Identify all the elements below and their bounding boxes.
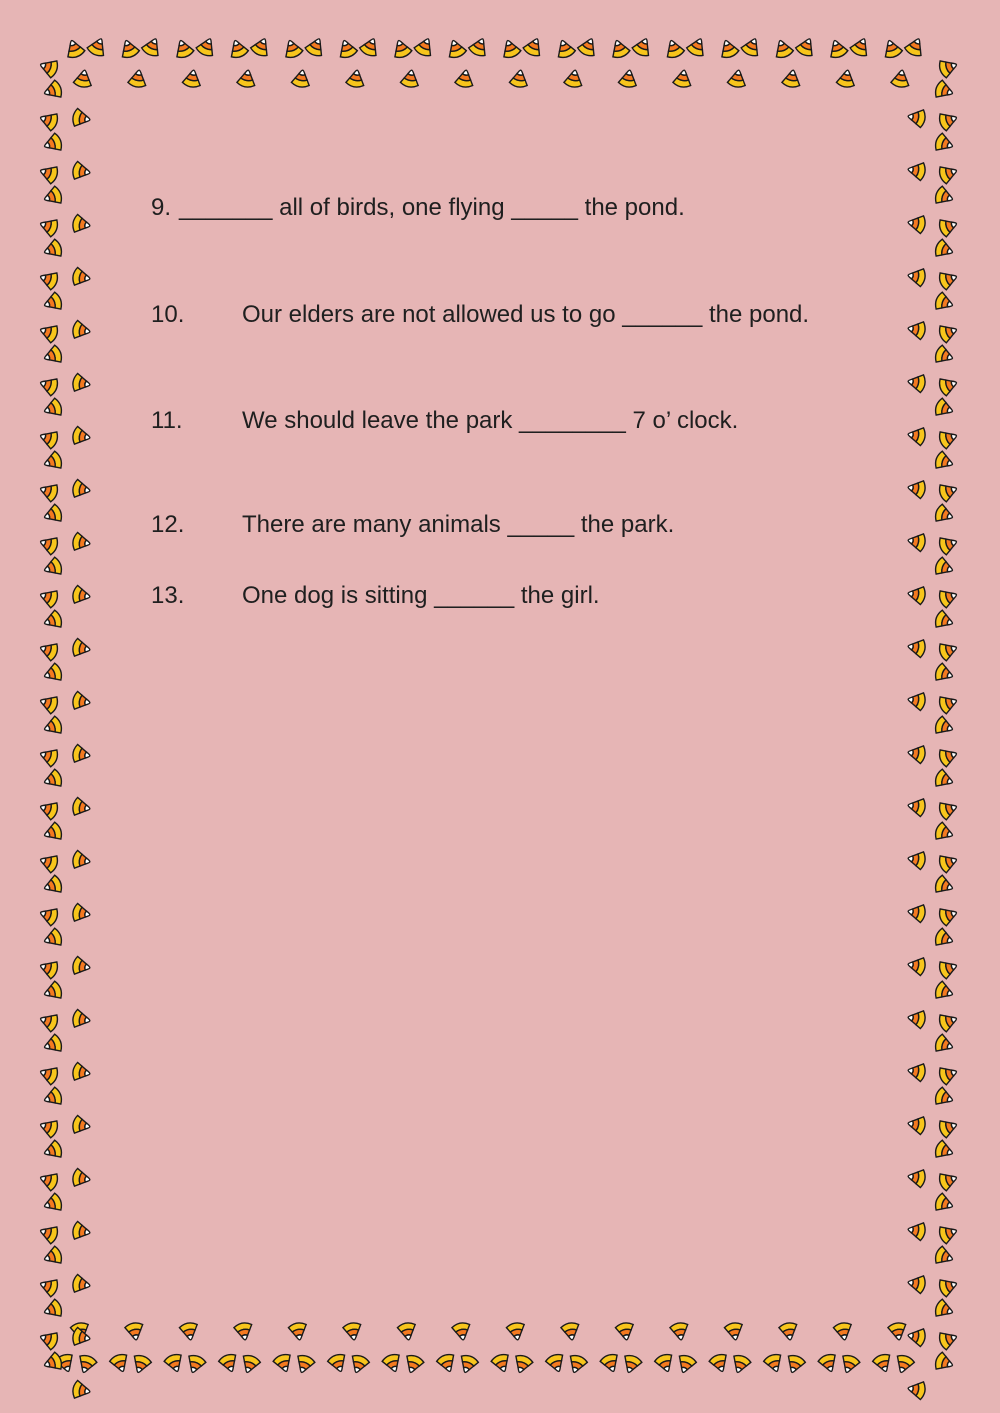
candy-corn-icon <box>72 1221 92 1242</box>
candy-corn-icon <box>118 38 141 60</box>
candy-corn-icon <box>72 373 92 394</box>
candy-corn-icon <box>631 35 654 58</box>
candy-corn-icon <box>907 849 927 870</box>
candy-corn-icon <box>933 79 955 102</box>
candy-corn-icon <box>907 1220 927 1241</box>
candy-corn-icon <box>836 69 857 89</box>
candy-corn-icon <box>937 1116 959 1139</box>
candy-corn-icon <box>348 1353 371 1375</box>
candy-corn-icon <box>42 132 64 155</box>
candy-corn-icon <box>400 69 421 89</box>
candy-corn-icon <box>291 69 312 89</box>
candy-corn-icon <box>937 427 959 450</box>
candy-corn-icon <box>933 132 955 155</box>
candy-corn-icon <box>345 69 366 89</box>
question-12 <box>151 511 674 539</box>
candy-corn-icon <box>933 662 955 685</box>
candy-corn-icon <box>38 1328 60 1351</box>
candy-corn-icon <box>38 321 60 344</box>
candy-corn-icon <box>576 35 599 58</box>
candy-corn-icon <box>184 1353 207 1375</box>
candy-corn-icon <box>327 1352 350 1374</box>
candy-corn-icon <box>72 479 92 500</box>
candy-corn-icon <box>38 957 60 980</box>
candy-corn-icon <box>933 715 955 738</box>
candy-corn-icon <box>729 1353 752 1375</box>
candy-corn-icon <box>467 35 490 58</box>
candy-corn-icon <box>937 851 959 874</box>
candy-corn-icon <box>933 1298 955 1321</box>
candy-corn-icon <box>907 796 927 817</box>
candy-corn-icon <box>933 768 955 791</box>
candy-corn-icon <box>672 69 693 89</box>
question-10-text: Our elders are not allowed us to go ______ the pond. <box>242 301 810 328</box>
candy-corn-icon <box>937 586 959 609</box>
candy-corn-icon <box>849 35 872 58</box>
candy-corn-icon <box>933 1245 955 1268</box>
candy-corn-icon <box>907 1008 927 1029</box>
candy-corn-icon <box>42 1086 64 1109</box>
question-9 <box>151 194 685 222</box>
candy-corn-icon <box>490 1352 513 1374</box>
candy-corn-icon <box>42 1139 64 1162</box>
candy-corn-icon <box>445 38 468 60</box>
candy-corn-icon <box>195 35 218 58</box>
candy-corn-icon <box>72 1274 92 1295</box>
candy-corn-icon <box>907 955 927 976</box>
candy-corn-icon <box>42 927 64 950</box>
candy-corn-icon <box>907 1114 927 1135</box>
candy-corn-icon <box>872 1352 895 1374</box>
candy-corn-icon <box>233 1322 254 1342</box>
candy-corn-icon <box>907 690 927 711</box>
candy-corn-icon <box>620 1353 643 1375</box>
candy-corn-icon <box>336 38 359 60</box>
candy-corn-icon <box>937 1328 959 1351</box>
candy-corn-icon <box>72 1062 92 1083</box>
candy-corn-icon <box>937 798 959 821</box>
candy-corn-icon <box>599 1352 622 1374</box>
candy-corn-icon <box>72 1009 92 1030</box>
candy-corn-icon <box>933 556 955 579</box>
candy-corn-icon <box>42 1245 64 1268</box>
candy-corn-icon <box>522 35 545 58</box>
candy-corn-icon <box>937 533 959 556</box>
question-9-number: 9. <box>151 194 172 221</box>
question-13 <box>151 582 600 610</box>
candy-corn-icon <box>933 980 955 1003</box>
candy-corn-icon <box>42 556 64 579</box>
candy-corn-icon <box>937 374 959 397</box>
candy-corn-icon <box>38 904 60 927</box>
question-11-text: We should leave the park ________ 7 o’ clock. <box>242 407 739 434</box>
candy-corn-icon <box>509 69 530 89</box>
candy-corn-icon <box>72 426 92 447</box>
candy-corn-icon <box>608 38 631 60</box>
candy-corn-icon <box>381 1352 404 1374</box>
candy-corn-icon <box>937 268 959 291</box>
candy-corn-icon <box>163 1352 186 1374</box>
candy-corn-icon <box>38 215 60 238</box>
candy-corn-icon <box>172 38 195 60</box>
candy-corn-icon <box>933 927 955 950</box>
candy-corn-icon <box>937 745 959 768</box>
candy-corn-icon <box>72 214 92 235</box>
candy-corn-icon <box>772 38 795 60</box>
candy-corn-icon <box>38 533 60 556</box>
candy-corn-icon <box>182 69 203 89</box>
candy-corn-icon <box>784 1353 807 1375</box>
candy-corn-icon <box>293 1353 316 1375</box>
candy-corn-icon <box>890 69 911 89</box>
candy-corn-icon <box>304 35 327 58</box>
candy-corn-icon <box>86 35 109 58</box>
candy-corn-icon <box>451 1322 472 1342</box>
question-10 <box>151 301 809 329</box>
candy-corn-icon <box>554 38 577 60</box>
question-9-text: _______ all of birds, one flying _____ the pond. <box>179 194 685 221</box>
candy-corn-icon <box>654 1352 677 1374</box>
candy-corn-icon <box>838 1353 861 1375</box>
candy-corn-icon <box>42 980 64 1003</box>
candy-corn-icon <box>937 1063 959 1086</box>
candy-corn-icon <box>907 107 927 128</box>
candy-corn-icon <box>933 1351 955 1374</box>
candy-corn-icon <box>38 427 60 450</box>
candy-corn-icon <box>42 238 64 261</box>
candy-corn-icon <box>42 450 64 473</box>
candy-corn-icon <box>937 957 959 980</box>
candy-corn-icon <box>907 1379 927 1400</box>
candy-corn-icon <box>72 320 92 341</box>
candy-corn-icon <box>907 478 927 499</box>
candy-corn-icon <box>933 821 955 844</box>
candy-corn-icon <box>618 69 639 89</box>
candy-corn-icon <box>907 213 927 234</box>
candy-corn-icon <box>42 662 64 685</box>
candy-corn-icon <box>72 532 92 553</box>
candy-corn-icon <box>38 268 60 291</box>
candy-corn-icon <box>63 38 86 60</box>
candy-corn-icon <box>907 1326 927 1347</box>
candy-corn-icon <box>38 1169 60 1192</box>
candy-corn-icon <box>937 215 959 238</box>
candy-corn-icon <box>933 874 955 897</box>
candy-corn-icon <box>887 1322 908 1342</box>
candy-corn-icon <box>72 850 92 871</box>
candy-corn-icon <box>907 1167 927 1188</box>
candy-corn-icon <box>436 1352 459 1374</box>
candy-corn-icon <box>42 79 64 102</box>
candy-corn-icon <box>499 38 522 60</box>
candy-corn-icon <box>397 1322 418 1342</box>
candy-corn-icon <box>38 109 60 132</box>
candy-corn-icon <box>933 291 955 314</box>
candy-corn-icon <box>685 35 708 58</box>
candy-corn-icon <box>933 185 955 208</box>
candy-corn-icon <box>72 797 92 818</box>
candy-corn-icon <box>72 903 92 924</box>
candy-corn-icon <box>669 1322 690 1342</box>
candy-corn-icon <box>937 904 959 927</box>
candy-corn-icon <box>893 1353 916 1375</box>
candy-corn-icon <box>833 1322 854 1342</box>
candy-corn-icon <box>130 1353 153 1375</box>
candy-corn-icon <box>778 1322 799 1342</box>
candy-corn-icon <box>288 1322 309 1342</box>
candy-corn-icon <box>881 38 904 60</box>
candy-corn-icon <box>75 1353 98 1375</box>
candy-corn-icon <box>390 38 413 60</box>
candy-corn-icon <box>72 108 92 129</box>
candy-corn-icon <box>933 1033 955 1056</box>
question-10-number: 10. <box>151 301 185 328</box>
candy-corn-icon <box>402 1353 425 1375</box>
candy-corn-icon <box>937 162 959 185</box>
candy-corn-icon <box>781 69 802 89</box>
question-12-text: There are many animals _____ the park. <box>242 511 675 538</box>
candy-corn-icon <box>937 1010 959 1033</box>
candy-corn-icon <box>413 35 436 58</box>
candy-corn-icon <box>708 1352 731 1374</box>
candy-corn-icon <box>38 1222 60 1245</box>
candy-corn-icon <box>794 35 817 58</box>
candy-corn-icon <box>218 1352 241 1374</box>
candy-corn-icon <box>42 1351 64 1374</box>
candy-corn-icon <box>937 639 959 662</box>
candy-corn-icon <box>127 69 148 89</box>
candy-corn-icon <box>560 1322 581 1342</box>
candy-corn-icon <box>511 1353 534 1375</box>
candy-corn-icon <box>272 1352 295 1374</box>
candy-corn-icon <box>937 480 959 503</box>
candy-corn-icon <box>907 266 927 287</box>
candy-corn-icon <box>38 1116 60 1139</box>
candy-corn-icon <box>457 1353 480 1375</box>
candy-corn-icon <box>249 35 272 58</box>
candy-corn-icon <box>42 503 64 526</box>
candy-corn-icon <box>933 450 955 473</box>
candy-corn-icon <box>38 374 60 397</box>
candy-corn-icon <box>236 69 257 89</box>
candy-corn-icon <box>933 1139 955 1162</box>
candy-corn-icon <box>109 1352 132 1374</box>
candy-corn-icon <box>907 160 927 181</box>
candy-corn-icon <box>907 902 927 923</box>
candy-corn-icon <box>42 397 64 420</box>
candy-corn-icon <box>38 1010 60 1033</box>
candy-corn-icon <box>740 35 763 58</box>
candy-corn-icon <box>72 1168 92 1189</box>
question-11-number: 11. <box>151 407 183 434</box>
candy-corn-icon <box>937 1275 959 1298</box>
candy-corn-icon <box>72 585 92 606</box>
candy-corn-icon <box>73 69 94 89</box>
candy-corn-icon <box>566 1353 589 1375</box>
candy-corn-icon <box>907 584 927 605</box>
candy-corn-icon <box>933 1192 955 1215</box>
candy-corn-icon <box>907 743 927 764</box>
candy-corn-icon <box>42 1033 64 1056</box>
candy-corn-icon <box>179 1322 200 1342</box>
candy-corn-icon <box>72 1115 92 1136</box>
candy-corn-icon <box>907 425 927 446</box>
candy-corn-icon <box>72 267 92 288</box>
candy-corn-icon <box>933 609 955 632</box>
candy-corn-icon <box>42 715 64 738</box>
question-13-text: One dog is sitting ______ the girl. <box>242 582 600 609</box>
candy-corn-icon <box>72 1380 92 1401</box>
candy-corn-icon <box>72 956 92 977</box>
candy-corn-icon <box>124 1322 145 1342</box>
candy-corn-icon <box>763 1352 786 1374</box>
candy-corn-icon <box>42 821 64 844</box>
candy-corn-icon <box>72 744 92 765</box>
candy-corn-icon <box>281 38 304 60</box>
candy-corn-icon <box>937 56 959 79</box>
candy-corn-icon <box>933 397 955 420</box>
candy-corn-icon <box>933 238 955 261</box>
candy-corn-icon <box>727 69 748 89</box>
candy-corn-icon <box>38 1275 60 1298</box>
candy-corn-icon <box>675 1353 698 1375</box>
candy-corn-icon <box>563 69 584 89</box>
candy-corn-icon <box>38 639 60 662</box>
candy-corn-icon <box>239 1353 262 1375</box>
candy-corn-icon <box>907 1061 927 1082</box>
candy-corn-icon <box>937 1222 959 1245</box>
candy-corn-icon <box>907 637 927 658</box>
candy-corn-icon <box>937 1169 959 1192</box>
candy-corn-icon <box>42 1192 64 1215</box>
candy-corn-icon <box>72 161 92 182</box>
candy-corn-icon <box>227 38 250 60</box>
candy-corn-icon <box>42 874 64 897</box>
candy-corn-icon <box>615 1322 636 1342</box>
candy-corn-icon <box>907 1273 927 1294</box>
candy-corn-icon <box>38 480 60 503</box>
candy-corn-icon <box>42 609 64 632</box>
candy-corn-icon <box>545 1352 568 1374</box>
question-12-number: 12. <box>151 511 185 538</box>
candy-corn-icon <box>937 692 959 715</box>
candy-corn-icon <box>937 109 959 132</box>
candy-corn-icon <box>140 35 163 58</box>
question-11 <box>151 407 738 435</box>
candy-corn-icon <box>42 291 64 314</box>
candy-corn-icon <box>817 1352 840 1374</box>
candy-corn-icon <box>717 38 740 60</box>
candy-corn-icon <box>42 185 64 208</box>
candy-corn-icon <box>358 35 381 58</box>
candy-corn-icon <box>38 162 60 185</box>
candy-corn-icon <box>826 38 849 60</box>
candy-corn-icon <box>42 344 64 367</box>
candy-corn-icon <box>933 344 955 367</box>
candy-corn-icon <box>38 745 60 768</box>
candy-corn-icon <box>663 38 686 60</box>
candy-corn-icon <box>933 503 955 526</box>
candy-corn-icon <box>907 372 927 393</box>
candy-corn-icon <box>724 1322 745 1342</box>
candy-corn-icon <box>907 319 927 340</box>
question-13-number: 13. <box>151 582 185 609</box>
candy-corn-icon <box>937 321 959 344</box>
candy-corn-icon <box>72 691 92 712</box>
candy-corn-icon <box>38 692 60 715</box>
candy-corn-icon <box>38 1063 60 1086</box>
candy-corn-icon <box>506 1322 527 1342</box>
candy-corn-icon <box>342 1322 363 1342</box>
candy-corn-icon <box>38 798 60 821</box>
candy-corn-icon <box>933 1086 955 1109</box>
candy-corn-icon <box>903 35 926 58</box>
candy-corn-icon <box>72 638 92 659</box>
candy-corn-icon <box>38 586 60 609</box>
candy-corn-icon <box>38 851 60 874</box>
candy-corn-icon <box>42 768 64 791</box>
candy-corn-icon <box>454 69 475 89</box>
candy-corn-icon <box>38 56 60 79</box>
candy-corn-icon <box>42 1298 64 1321</box>
candy-corn-icon <box>907 531 927 552</box>
